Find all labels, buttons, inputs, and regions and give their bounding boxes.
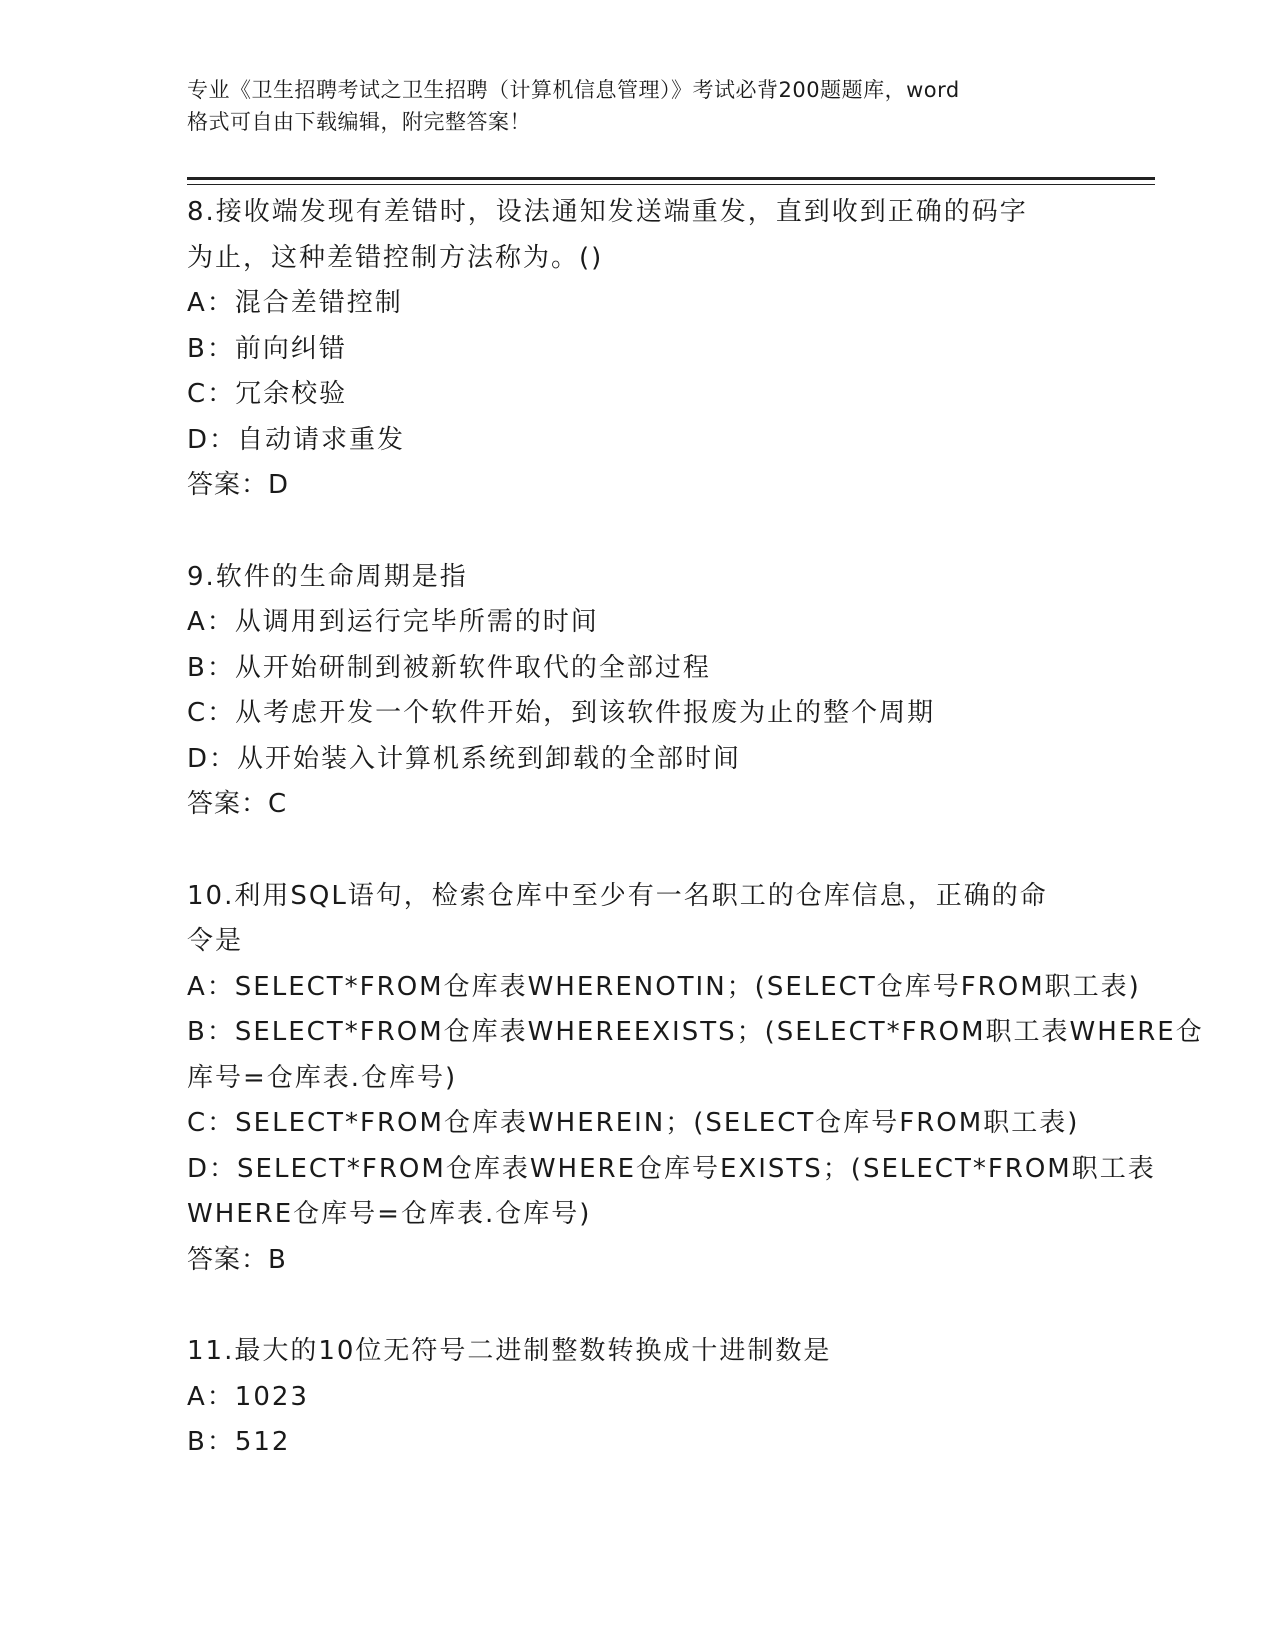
answer-option: D：自动请求重发 bbox=[187, 424, 406, 455]
header-divider-thin bbox=[187, 184, 1155, 185]
document-header bbox=[187, 74, 1097, 138]
answer-key: 答案：D bbox=[187, 470, 290, 500]
answer-option: C：从考虑开发一个软件开始，到该软件报废为止的整个周期 bbox=[187, 698, 936, 728]
answer-option: D：从开始装入计算机系统到卸载的全部时间 bbox=[187, 743, 742, 774]
answer-option: A：混合差错控制 bbox=[187, 288, 403, 318]
question-block bbox=[187, 874, 1204, 1284]
answer-option: WHERE仓库号=仓库表.仓库号) bbox=[187, 1199, 592, 1229]
question-text: 8.接收端发现有差错时，设法通知发送端重发，直到收到正确的码字 bbox=[187, 197, 1028, 227]
question-text: 为止，这种差错控制方法称为。() bbox=[187, 242, 604, 273]
header-divider-thick bbox=[187, 177, 1155, 180]
answer-option: C：SELECT*FROM仓库表WHEREIN；(SELECT仓库号FROM职工表) bbox=[187, 1108, 1080, 1138]
answer-key: 答案：C bbox=[187, 789, 288, 819]
answer-key: 答案：B bbox=[187, 1244, 287, 1275]
question-text: 11.最大的10位无符号二进制整数转换成十进制数是 bbox=[187, 1336, 832, 1366]
question-spacer bbox=[187, 1283, 1087, 1329]
question-block bbox=[187, 1329, 1087, 1466]
answer-option: A：1023 bbox=[187, 1381, 309, 1412]
question-spacer bbox=[187, 828, 1087, 874]
answer-option: B：512 bbox=[187, 1427, 291, 1457]
question-text: 令是 bbox=[187, 926, 244, 956]
question-spacer bbox=[187, 509, 1087, 555]
answer-option: A：从调用到运行完毕所需的时间 bbox=[187, 607, 599, 637]
question-text: 9.软件的生命周期是指 bbox=[187, 561, 468, 592]
question-text: 10.利用SQL语句，检索仓库中至少有一名职工的仓库信息，正确的命 bbox=[187, 880, 1048, 911]
answer-option: B：前向纠错 bbox=[187, 333, 347, 364]
question-list bbox=[187, 190, 1204, 1466]
answer-option: C：冗余校验 bbox=[187, 379, 348, 409]
header-line-1: 专业《卫生招聘考试之卫生招聘（计算机信息管理）》考试必背200题题库，word bbox=[187, 78, 960, 102]
answer-option: 库号=仓库表.仓库号) bbox=[187, 1062, 458, 1093]
answer-option: D：SELECT*FROM仓库表WHERE仓库号EXISTS；(SELECT*FROM职工表 bbox=[187, 1153, 1156, 1184]
answer-option: A：SELECT*FROM仓库表WHERENOTIN；(SELECT仓库号FROM职工表) bbox=[187, 971, 1141, 1002]
answer-option: B：从开始研制到被新软件取代的全部过程 bbox=[187, 652, 711, 683]
answer-option: B：SELECT*FROM仓库表WHEREEXISTS；(SELECT*FROM职工表WHERE仓 bbox=[187, 1017, 1204, 1047]
header-line-2: 格式可自由下载编辑，附完整答案！ bbox=[187, 110, 531, 134]
question-block bbox=[187, 190, 1087, 509]
question-block bbox=[187, 555, 1087, 828]
